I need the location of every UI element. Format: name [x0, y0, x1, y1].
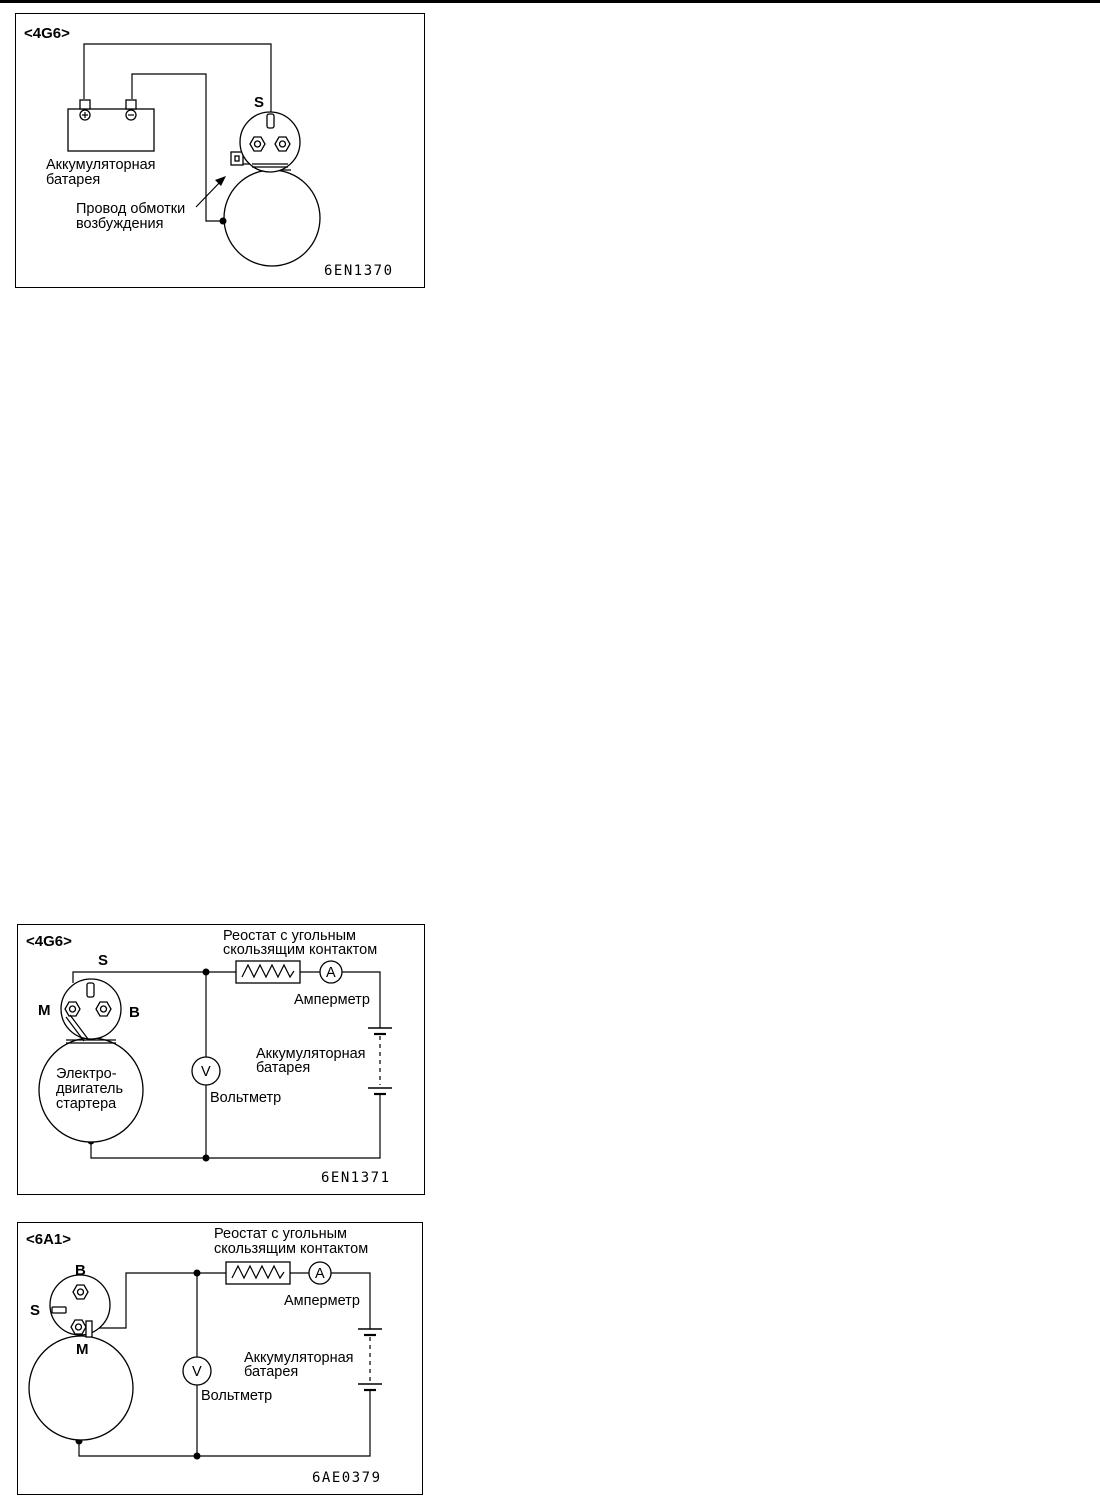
- terminal-s-label: S: [30, 1302, 41, 1319]
- terminal-m-nut-icon: [71, 1320, 86, 1334]
- battery-label-line-1: Аккумуляторная: [46, 157, 156, 173]
- battery-label-line-1: Аккумуляторная: [244, 1350, 354, 1366]
- solenoid-nut-left-icon: [250, 137, 265, 151]
- figure-6a1-no-load-test: [17, 1222, 423, 1495]
- s-terminal-icon: [52, 1307, 66, 1313]
- terminal-s-label: S: [98, 952, 109, 969]
- terminal-b-nut-icon: [73, 1285, 88, 1299]
- voltmeter-label: Вольтметр: [201, 1388, 273, 1404]
- motor-label-line-1: Электро-: [56, 1066, 117, 1082]
- rheostat-label-line-2: скользящим контактом: [214, 1241, 369, 1257]
- terminal-m-label: M: [38, 1002, 51, 1019]
- motor-label-line-3: стартера: [56, 1096, 117, 1112]
- battery-positive-post: [80, 100, 90, 109]
- terminal-b-label: B: [75, 1262, 86, 1279]
- s-terminal-icon: [87, 983, 94, 997]
- terminal-s-label: S: [254, 94, 265, 111]
- rheostat-label-line-1: Реостат с угольным: [223, 928, 356, 944]
- junction-dot: [194, 1270, 201, 1277]
- junction-dot: [220, 218, 227, 225]
- terminal-m-nut-icon: [65, 1002, 80, 1016]
- positive-terminal-icon: [80, 110, 90, 120]
- s-terminal-icon: [267, 114, 274, 128]
- field-wire-label-line-1: Провод обмотки: [76, 201, 186, 217]
- field-wire-diagram: [16, 14, 426, 289]
- rheostat-label-line-1: Реостат с угольным: [214, 1226, 347, 1242]
- rheostat-icon: [236, 961, 300, 983]
- figure-tag: <6A1>: [26, 1231, 72, 1248]
- motor-label-line-2: двигатель: [56, 1081, 124, 1097]
- no-load-test-diagram-4g6: [18, 925, 426, 1196]
- figure-4g6-no-load-test: [17, 924, 425, 1195]
- junction-dot: [194, 1453, 201, 1460]
- terminal-b-label: B: [129, 1004, 140, 1021]
- wire-m-to-rheostat: [90, 1273, 226, 1328]
- voltmeter-symbol: V: [192, 1364, 202, 1380]
- figure-tag: <4G6>: [24, 25, 70, 42]
- battery-label-line-2: батарея: [244, 1364, 299, 1380]
- no-load-test-diagram-6a1: [18, 1223, 424, 1496]
- terminal-b-nut-icon: [96, 1002, 111, 1016]
- battery-icon: [368, 1028, 392, 1097]
- junction-dot: [203, 1155, 210, 1162]
- solenoid-nut-right-icon: [275, 137, 290, 151]
- battery-label-line-1: Аккумуляторная: [256, 1046, 366, 1062]
- ammeter-symbol: A: [326, 965, 336, 981]
- voltmeter-label: Вольтметр: [210, 1090, 282, 1106]
- battery-icon: [358, 1329, 382, 1393]
- negative-terminal-icon: [126, 110, 136, 120]
- ammeter-label: Амперметр: [284, 1293, 360, 1309]
- battery-label-line-2: батарея: [256, 1060, 311, 1076]
- figure-code: 6EN1371: [321, 1170, 391, 1186]
- ammeter-symbol: A: [315, 1266, 325, 1282]
- figure-tag: <4G6>: [26, 933, 72, 950]
- page-top-rule: [0, 0, 1100, 3]
- junction-dot: [203, 969, 210, 976]
- figure-field-wire-test: [15, 13, 425, 288]
- battery-negative-post: [126, 100, 136, 109]
- m-terminal-strap: [86, 1321, 92, 1337]
- field-wire-label-line-2: возбуждения: [76, 216, 164, 232]
- figure-code: 6AE0379: [312, 1470, 382, 1486]
- ammeter-label: Амперметр: [294, 992, 370, 1008]
- figure-code: 6EN1370: [324, 263, 394, 279]
- battery-label-line-2: батарея: [46, 172, 101, 188]
- rheostat-label-line-2: скользящим контактом: [223, 942, 378, 958]
- voltmeter-symbol: V: [201, 1064, 211, 1080]
- wire-positive-to-s: [84, 44, 271, 112]
- rheostat-icon: [226, 1262, 290, 1284]
- starter-motor-icon: [224, 170, 320, 266]
- field-wire-arrow-icon: [196, 180, 222, 207]
- terminal-m-label: M: [76, 1341, 89, 1358]
